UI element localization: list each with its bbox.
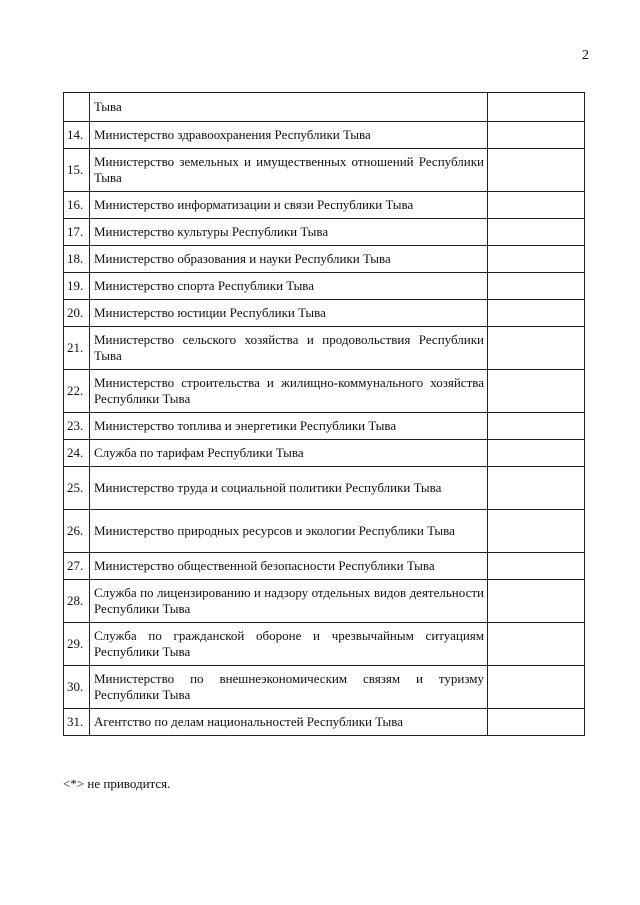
row-number-cell: 22.	[64, 370, 90, 413]
empty-cell	[488, 709, 585, 736]
agency-name-cell: Служба по лицензированию и надзору отдельных видов деятельности Республики Тыва	[90, 580, 488, 623]
row-number-cell: 29.	[64, 623, 90, 666]
table-row	[64, 553, 585, 580]
agency-name-cell: Министерство земельных и имущественных отношений Республики Тыва	[90, 149, 488, 192]
agency-name-cell: Министерство здравоохранения Республики Тыва	[90, 122, 488, 149]
agency-name-cell: Министерство труда и социальной политики Республики Тыва	[90, 467, 488, 510]
empty-cell	[488, 370, 585, 413]
row-number-cell: 14.	[64, 122, 90, 149]
row-number-cell: 24.	[64, 440, 90, 467]
agency-name-cell: Министерство юстиции Республики Тыва	[90, 300, 488, 327]
row-number-cell: 17.	[64, 219, 90, 246]
table-row	[64, 467, 585, 510]
agencies-table-body	[64, 93, 585, 736]
empty-cell	[488, 192, 585, 219]
empty-cell	[488, 149, 585, 192]
agency-name-cell: Министерство общественной безопасности Республики Тыва	[90, 553, 488, 580]
empty-cell	[488, 440, 585, 467]
agency-name-cell: Министерство спорта Республики Тыва	[90, 273, 488, 300]
row-number-cell: 31.	[64, 709, 90, 736]
empty-cell	[488, 580, 585, 623]
table-row	[64, 149, 585, 192]
empty-cell	[488, 246, 585, 273]
agency-name-cell: Министерство образования и науки Республики Тыва	[90, 246, 488, 273]
row-number-cell: 19.	[64, 273, 90, 300]
empty-cell	[488, 300, 585, 327]
row-number-cell: 18.	[64, 246, 90, 273]
table-row	[64, 440, 585, 467]
row-number-cell: 30.	[64, 666, 90, 709]
empty-cell	[488, 467, 585, 510]
agency-name-cell: Министерство информатизации и связи Республики Тыва	[90, 192, 488, 219]
row-number-cell: 16.	[64, 192, 90, 219]
agency-name-cell: Служба по тарифам Республики Тыва	[90, 440, 488, 467]
row-number-cell: 15.	[64, 149, 90, 192]
table-row	[64, 580, 585, 623]
table-row	[64, 327, 585, 370]
empty-cell	[488, 327, 585, 370]
page-number: 2	[582, 48, 589, 63]
table-row	[64, 623, 585, 666]
row-number-cell: 21.	[64, 327, 90, 370]
empty-cell	[488, 122, 585, 149]
agencies-table	[63, 92, 585, 736]
agency-name-cell: Министерство топлива и энергетики Республики Тыва	[90, 413, 488, 440]
agency-name-cell: Министерство сельского хозяйства и продовольствия Республики Тыва	[90, 327, 488, 370]
empty-cell	[488, 273, 585, 300]
empty-cell	[488, 553, 585, 580]
footnote: <*> не приводится.	[63, 776, 171, 791]
row-number-cell: 27.	[64, 553, 90, 580]
agency-name-cell: Тыва	[90, 93, 488, 122]
table-row	[64, 370, 585, 413]
empty-cell	[488, 93, 585, 122]
table-row	[64, 709, 585, 736]
agency-name-cell: Министерство строительства и жилищно-коммунального хозяйства Республики Тыва	[90, 370, 488, 413]
row-number-cell: 20.	[64, 300, 90, 327]
row-number-cell: 25.	[64, 467, 90, 510]
table-row	[64, 300, 585, 327]
row-number-cell	[64, 93, 90, 122]
agency-name-cell: Служба по гражданской обороне и чрезвычайным ситуациям Республики Тыва	[90, 623, 488, 666]
empty-cell	[488, 510, 585, 553]
table-row	[64, 666, 585, 709]
agency-name-cell: Министерство природных ресурсов и экологии Республики Тыва	[90, 510, 488, 553]
table-row	[64, 93, 585, 122]
table-row	[64, 246, 585, 273]
empty-cell	[488, 666, 585, 709]
agency-name-cell: Министерство культуры Республики Тыва	[90, 219, 488, 246]
empty-cell	[488, 219, 585, 246]
table-row	[64, 192, 585, 219]
row-number-cell: 23.	[64, 413, 90, 440]
empty-cell	[488, 413, 585, 440]
row-number-cell: 28.	[64, 580, 90, 623]
table-row	[64, 122, 585, 149]
table-row	[64, 273, 585, 300]
row-number-cell: 26.	[64, 510, 90, 553]
table-row	[64, 219, 585, 246]
agency-name-cell: Министерство по внешнеэкономическим связям и туризму Республики Тыва	[90, 666, 488, 709]
table-row	[64, 510, 585, 553]
table-row	[64, 413, 585, 440]
agency-name-cell: Агентство по делам национальностей Республики Тыва	[90, 709, 488, 736]
empty-cell	[488, 623, 585, 666]
